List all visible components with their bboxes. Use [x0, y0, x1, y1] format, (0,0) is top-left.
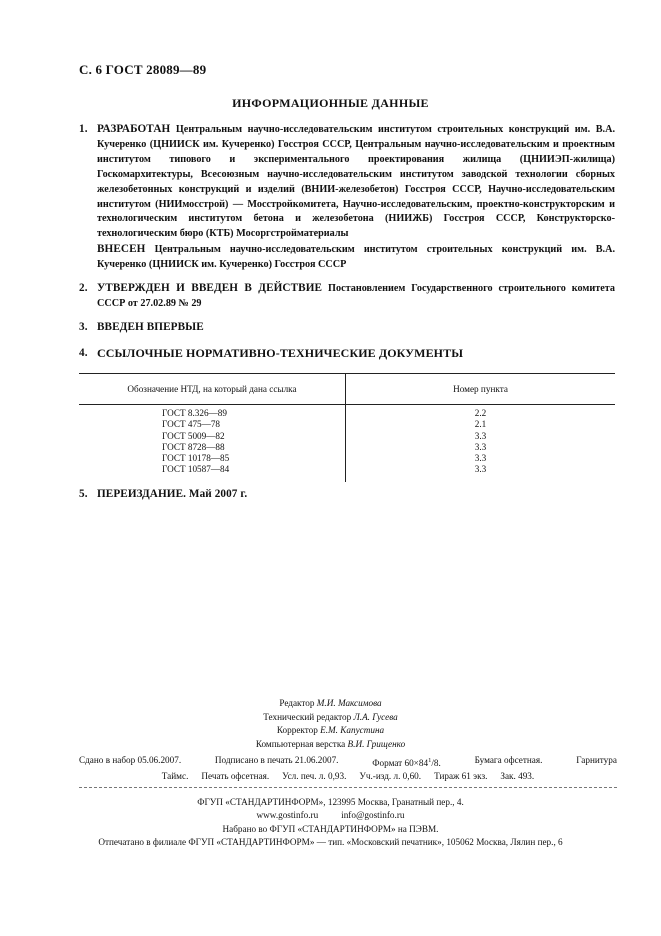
table-row: [79, 453, 615, 464]
credit-name: Л.А. Гусева: [353, 711, 398, 722]
section-title: ИНФОРМАЦИОННЫЕ ДАННЫЕ: [232, 96, 429, 110]
item-text: Постановлением Государственного строительного комитета СССР от 27.02.89 № 29: [97, 283, 615, 309]
document-cell: ГОСТ 5009—82: [79, 431, 346, 442]
publisher-line: Набрано во ФГУП «СТАНДАРТИНФОРМ» на ПЭВМ.: [222, 823, 439, 834]
credit-name: В.И. Грищенко: [347, 738, 406, 749]
info-item-3: [79, 320, 615, 336]
item-text-2: Центральным научно-исследовательским институтом строительных конструкций им. В.А. Кучеренко (ЦНИИСК им. Кучеренко) Госстроя СССР: [97, 244, 615, 271]
publisher-line: Отпечатано в филиале ФГУП «СТАНДАРТИНФОРМ» — тип. «Московский печатник», 105062 Москва, Лялин пер., 6: [98, 837, 563, 848]
imprint-row: [79, 754, 617, 770]
publisher-sheets: Уч.-изд. л. 0,60.: [359, 771, 422, 782]
item-number: 4.: [79, 347, 88, 359]
document-cell: ГОСТ 10178—85: [79, 453, 346, 464]
table-row: [79, 464, 615, 481]
sent-to-set: Сдано в набор 05.06.2007.: [79, 755, 182, 765]
clause-cell: 2.2: [474, 408, 487, 418]
publisher-line: www.gostinfo.ru info@gostinfo.ru: [256, 810, 405, 821]
document-cell: ГОСТ 8.326—89: [79, 405, 346, 420]
document-cell: ГОСТ 475—78: [79, 419, 346, 430]
clause-cell: 3.3: [474, 453, 487, 464]
item-body: [97, 122, 615, 273]
credit-role: Корректор: [276, 725, 318, 736]
divider: [79, 787, 617, 788]
typeface: Гарнитура: [576, 755, 617, 765]
column-header-clause: Номер пункта: [346, 374, 616, 405]
item-lead: ССЫЛОЧНЫЕ НОРМАТИВНО-ТЕХНИЧЕСКИЕ ДОКУМЕНТЫ: [97, 346, 464, 360]
item-lead-2: ВНЕСЕН: [97, 243, 146, 256]
info-item-5: [79, 487, 615, 503]
clause-cell: 2.1: [474, 419, 487, 430]
print-method: Печать офсетная.: [201, 771, 270, 782]
credits-block: [0, 697, 661, 751]
item-text: Май 2007 г.: [186, 488, 248, 500]
item-lead: ПЕРЕИЗДАНИЕ.: [97, 488, 187, 500]
item-lead: РАЗРАБОТАН: [97, 123, 171, 135]
item-body: [97, 487, 615, 503]
clause-cell: 3.3: [474, 441, 487, 452]
refs-table: [79, 373, 615, 482]
item-number: 5.: [79, 488, 88, 500]
credit-line: [0, 711, 661, 725]
table-row: [79, 405, 615, 420]
info-item-2: [79, 281, 615, 312]
item-text: Центральным научно-исследовательским институтом строительных конструкций им. В.А. Кучеренко (ЦНИИСК им. Кучеренко) Госстроя СССР, Центральным научно-исследовательским и проектным институтом типового и экспериментального проектирования жилища (ЦНИИЭП-жилища) Госкомархитектуры, Всесоюзным научно-исследовательским институтом заводской технологии сборных железобетонных конструкций и изделий (ВНИИ-железобетон) Госстроя СССР, Научно-исследовательским институтом (НИИмосстрой) — Мосстройкомитета, Научно-исследовательским, проектно-конструкторским и технологическим институтом бетона и железобетона (НИИЖБ) Госстроя СССР, Конструкторско-технологическим бюро (КТБ) Мосоргстройматериалы: [97, 124, 615, 240]
print-sheets: Усл. печ. л. 0,93.: [282, 771, 347, 782]
table-row: [79, 442, 615, 453]
signed-to-print: Подписано в печать 21.06.2007.: [214, 755, 339, 765]
table-row: [79, 419, 615, 430]
credit-line: [0, 697, 661, 711]
table-header-row: [79, 374, 615, 405]
clause-cell: 3.3: [474, 464, 487, 475]
typeface-name: Таймс.: [161, 771, 189, 782]
publisher-block: [0, 796, 661, 850]
credit-name: Е.М. Капустина: [320, 725, 385, 736]
item-number: 1.: [79, 123, 88, 135]
clause-cell: 3.3: [474, 430, 487, 441]
item-number: 3.: [79, 321, 88, 333]
table-row: [79, 431, 615, 442]
document-cell: ГОСТ 10587—84: [79, 464, 346, 481]
item-number: 2.: [79, 282, 88, 294]
credit-name: М.И. Максимова: [316, 698, 382, 708]
item-lead: УТВЕРЖДЕН И ВВЕДЕН В ДЕЙСТВИЕ: [97, 282, 323, 294]
credit-role: Технический редактор: [263, 711, 352, 722]
item-lead: ВВЕДЕН ВПЕРВЫЕ: [97, 321, 204, 333]
order-number: Зак. 493.: [500, 771, 535, 782]
paper: Бумага офсетная.: [474, 755, 543, 765]
item-body: [97, 320, 615, 336]
item-body: [97, 281, 615, 312]
info-item-1: [79, 122, 615, 273]
imprint-block: [79, 754, 617, 783]
info-item-4: [79, 346, 615, 363]
credit-role: Редактор: [279, 698, 315, 708]
column-header-document: Обозначение НТД, на который дана ссылка: [79, 374, 346, 405]
page-header: С. 6 ГОСТ 28089—89: [79, 62, 207, 77]
imprint-row: [79, 770, 617, 783]
reference-documents-table: [79, 373, 615, 482]
publisher-line: ФГУП «СТАНДАРТИНФОРМ», 123995 Москва, Гранатный пер., 4.: [197, 797, 464, 807]
item-body: [97, 346, 615, 363]
document-cell: ГОСТ 8728—88: [79, 442, 346, 453]
credit-role: Компьютерная верстка: [255, 738, 346, 749]
format: Формат $60\times 84^1/8$.: [372, 757, 441, 769]
credit-line: [0, 738, 661, 752]
credit-line: [0, 724, 661, 738]
print-run: Тираж 61 экз.: [434, 771, 488, 782]
